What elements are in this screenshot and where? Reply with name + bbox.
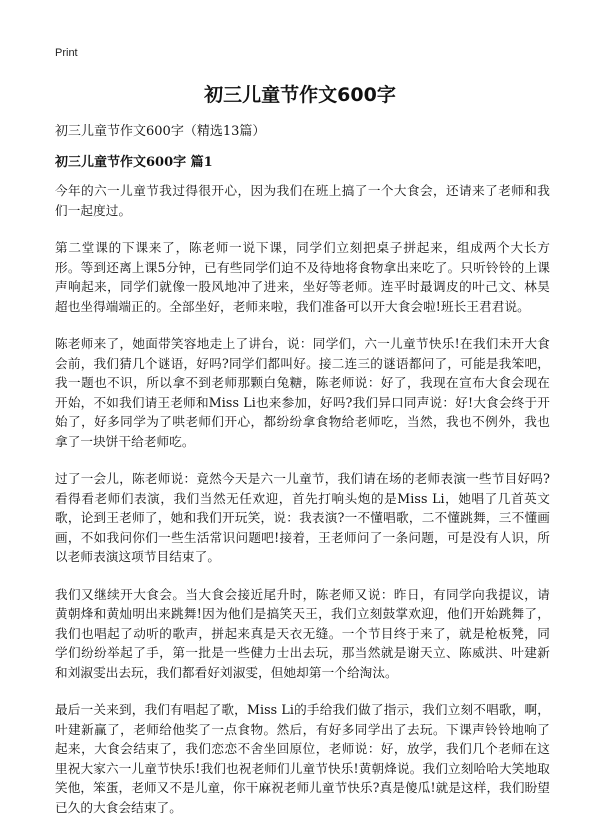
page-title: 初三儿童节作文600字 [204,84,396,106]
paragraph-1: 今年的六一儿童节我过得很开心，因为我们在班上搞了一个大食会，还请来了老师和我们一起度过。 [55,183,550,218]
document-subtitle: 初三儿童节作文600字（精选13篇） [55,124,266,139]
section-heading: 初三儿童节作文600字 篇1 [55,155,213,170]
essay-body [55,181,550,835]
paragraph-4: 过了一会儿，陈老师说：竟然今天是六一儿童节，我们请在场的老师表演一些节目好吗?看得看老师们表演，我们当然无任欢迎，首先打响头炮的是Miss Li，她唱了几首英文歌，论到王老师了，她和我们开玩笑，说：我表演?一不懂唱歌，二不懂跳舞，三不懂画画，不如我问你们一些生活常识问题吧!接着，王老师问了一条问题，可是没有人识，所以老师表演这项节目结束了。 [55,471,550,564]
paragraph-5: 我们又继续开大食会。当大食会接近尾升时，陈老师又说：昨日，有同学向我提议，请黄朝烽和黄灿明出来跳舞!因为他们是搞笑天王，我们立刻鼓掌欢迎，他们开始跳舞了，我们也唱起了动听的歌声，拼起来真是天衣无缝。一个节目终于来了，就是枪板凳，同学们纷纷举起了手，第一批是一些健力士出去玩，那当然就是谢天立、陈威洪、叶建新和刘淑雯出去玩，我们都看好刘淑雯，但她却第一个给淘汰。 [55,586,550,680]
print-link[interactable]: Print [55,47,78,59]
paragraph-3: 陈老师来了，她面带笑容地走上了讲台，说：同学们，六一儿童节快乐!在我们未开大食会前，我们猜几个谜语，好吗?同学们都叫好。接二连三的谜语都问了，可能是我笨吧，我一题也不识，所以拿不到老师那颗白兔糖，陈老师说：好了，我现在宣布大食会现在开始，不如我们请王老师和Miss Li也来参加，好吗?我们异口同声说：好!大食会终于开始了，好多同学为了哄老师们开心，都纷纷拿食物给老师吃，当然，我也不例外，我也拿了一块饼干给老师吃。 [55,336,550,449]
paragraph-6: 最后一关来到，我们有唱起了歌，Miss Li的手给我们做了指示，我们立刻不唱歌，啊，叶建新赢了，老师给他奖了一点食物。然后，有好多同学出了去玩。下课声铃铃地响了起来，大食会结束了，我们恋恋不舍坐回原位，老师说：好，放学，我们几个老师在这里祝大家六一儿童节快乐!我们也祝老师们儿童节快乐!黄朝烽说。我们立刻哈哈大笑地取笑他，笨蛋，老师又不是儿童，你干麻祝老师儿童节快乐?真是傻瓜!就是这样，我们盼望已久的大食会结束了。 [55,702,550,815]
paragraph-2: 第二堂课的下课来了，陈老师一说下课，同学们立刻把桌子拼起来，组成两个大长方形。等到还离上课5分钟，已有些同学们迫不及待地将食物拿出来吃了。只听铃铃的上课声响起来，同学们就像一股风地冲了进来，坐好等老师。连平时最调皮的叶己文、林昊超也坐得端端正的。全部坐好，老师来啦，我们准备可以开大食会啦!班长王君君说。 [55,240,550,314]
